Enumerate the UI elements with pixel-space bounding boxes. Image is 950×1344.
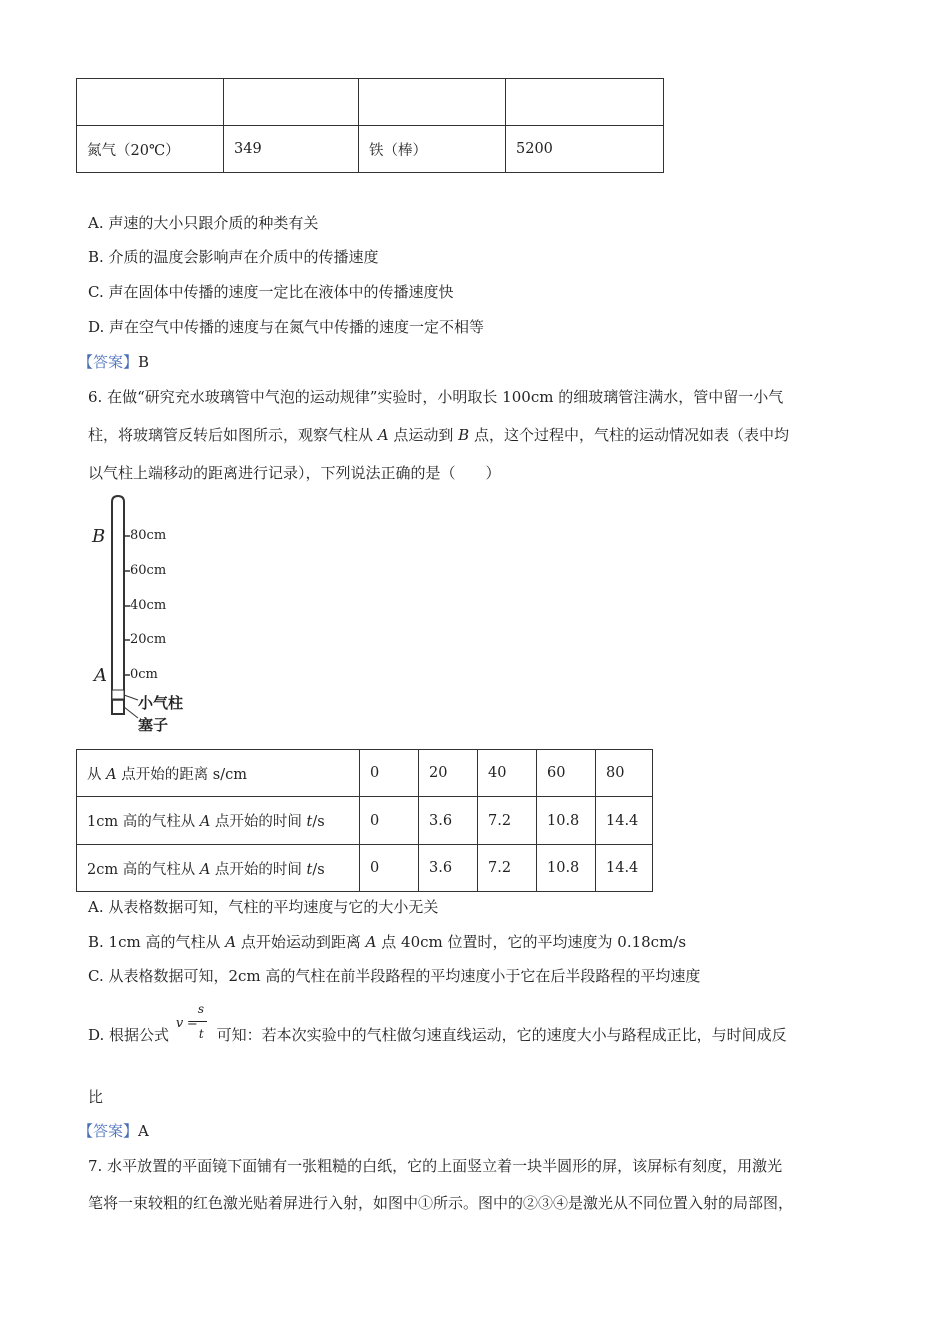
q6-stem-line2: 柱，将玻璃管反转后如图所示，观察气柱从 A 点运动到 B 点，这个过程中，气柱的运动情况如表（表中均 — [88, 426, 789, 444]
q6-option-a: A. 从表格数据可知，气柱的平均速度与它的大小无关 — [88, 898, 439, 916]
q6-option-c: C. 从表格数据可知，2cm 高的气柱在前半段路程的平均速度小于它在后半段路程的平均速度 — [88, 967, 701, 985]
answer-tag: 【答案】 — [78, 353, 139, 371]
q6-option-d-cont: 比 — [88, 1088, 104, 1106]
answer-value: A — [138, 1122, 149, 1140]
q6-stem-line3: 以气柱上端移动的距离进行记录），下列说法正确的是（ ） — [88, 464, 501, 482]
q5-option-a: A. 声速的大小只跟介质的种类有关 — [88, 214, 319, 232]
q7-stem-line2: 笔将一束较粗的红色激光贴着屏进行入射，如图中①所示。图中的②③④是激光从不同位置入射的局部图， — [88, 1194, 794, 1212]
table-row: 1cm 高的气柱从 A 点开始的时间 t/s 0 3.6 7.2 10.8 14.4 — [77, 797, 653, 845]
table-row — [77, 79, 664, 126]
answer-tag: 【答案】 — [78, 1122, 139, 1140]
label-a: A — [94, 665, 107, 686]
plug-label: 塞子 — [138, 716, 169, 734]
table-row: 从 A 点开始的距离 s/cm 0 20 40 60 80 — [77, 750, 653, 797]
q5-answer — [78, 351, 149, 372]
q7-stem-line1: 7. 水平放置的平面镜下面铺有一张粗糙的白纸，它的上面竖立着一块半圆形的屏，该屏标有刻度，用激光 — [88, 1157, 783, 1175]
formula: v = s t — [174, 1024, 212, 1040]
bubble-data-table — [76, 749, 653, 892]
tick-label: 20cm — [130, 632, 167, 647]
tick-label: 0cm — [130, 667, 158, 682]
row-header: 从 A 点开始的距离 s/cm — [77, 750, 360, 797]
table-row: 2cm 高的气柱从 A 点开始的时间 t/s 0 3.6 7.2 10.8 14.4 — [77, 845, 653, 892]
speed-table — [76, 78, 664, 173]
q5-option-c: C. 声在固体中传播的速度一定比在液体中的传播速度快 — [88, 283, 454, 301]
label-b: B — [92, 526, 106, 547]
q6-option-d: D. 根据公式 v = s t 可知：若本次实验中的气柱做匀速直线运动，它的速度大小与路程成正比，与时间成反 — [88, 1002, 787, 1044]
q6-stem-line1: 6. 在做“研究充水玻璃管中气泡的运动规律”实验时，小明取长 100cm 的细玻璃管注满水，管中留一小气 — [88, 388, 784, 406]
tick-label: 40cm — [130, 598, 167, 613]
q5-option-d: D. 声在空气中传播的速度与在氮气中传播的速度一定不相等 — [88, 318, 485, 336]
tick-label: 80cm — [130, 528, 167, 543]
tube-figure — [88, 492, 208, 742]
bubble-label: 小气柱 — [138, 694, 184, 712]
tick-label: 60cm — [130, 563, 167, 578]
row-header: 1cm 高的气柱从 A 点开始的时间 t/s — [77, 797, 360, 845]
q6-answer — [78, 1120, 149, 1141]
answer-value: B — [138, 353, 150, 371]
row-header: 2cm 高的气柱从 A 点开始的时间 t/s — [77, 845, 360, 892]
q5-option-b: B. 介质的温度会影响声在介质中的传播速度 — [88, 248, 379, 266]
q6-option-b: B. 1cm 高的气柱从 A 点开始运动到距离 A 点 40cm 位置时，它的平均速度为 0.18cm/s — [88, 933, 687, 951]
table-row: 氮气（20℃） 349 铁（棒） 5200 — [77, 126, 664, 173]
